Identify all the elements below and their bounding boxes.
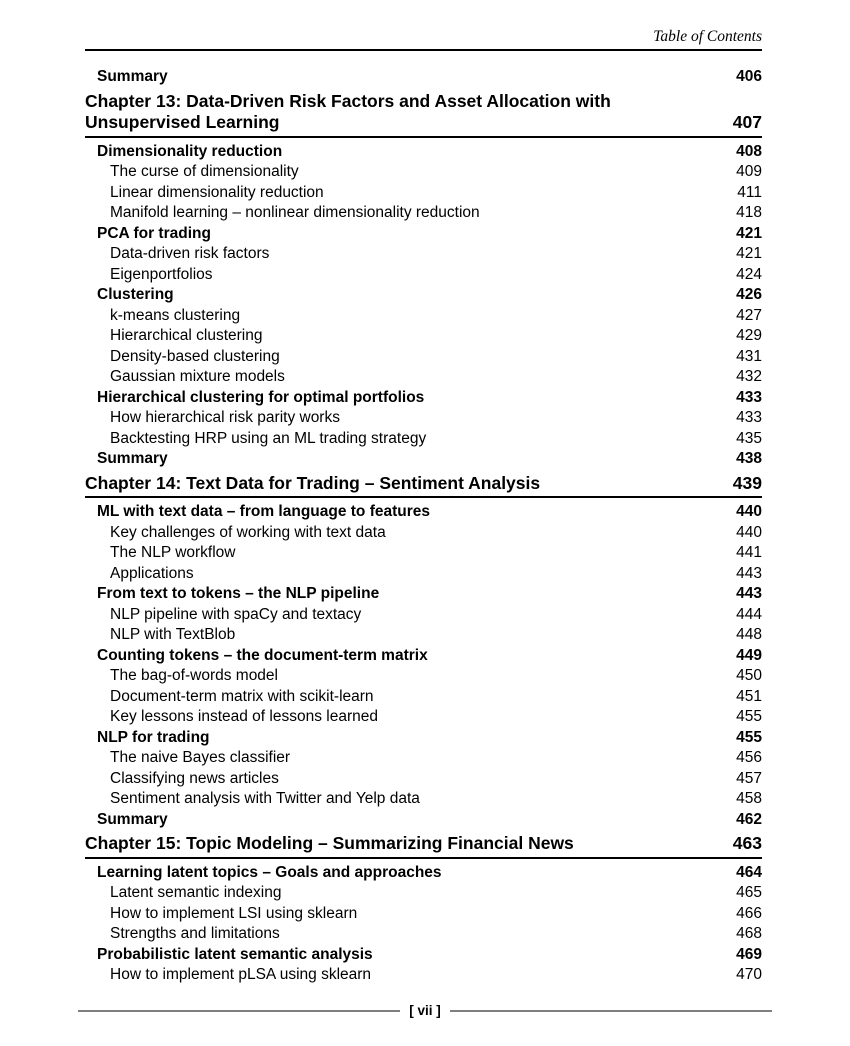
toc-entry-subsection [85, 748, 762, 769]
toc-entry-label: PCA for trading [97, 224, 211, 242]
toc-entry-page: 465 [736, 884, 762, 901]
toc-entry-label: Applications [110, 564, 194, 582]
toc-entry-page: 440 [736, 503, 762, 520]
toc-entry-page: 448 [736, 626, 762, 643]
page-number-label: [ vii ] [409, 1003, 441, 1018]
toc-entry-subsection [85, 162, 762, 183]
page-content [85, 28, 762, 986]
toc-entry-label: Gaussian mixture models [110, 368, 285, 385]
toc-entry-subsection [85, 965, 762, 986]
toc-entry-label: k-means clustering [110, 306, 241, 324]
toc-entry-page: 449 [736, 646, 762, 664]
toc-entry-label: ML with text data – from language to features [97, 503, 431, 520]
toc-entry-page: 435 [736, 429, 762, 447]
toc-entry-page: 450 [736, 667, 762, 684]
toc-entry-page: 424 [736, 265, 762, 283]
toc-entry-page: 438 [736, 450, 762, 467]
toc-entry-subsection [85, 543, 762, 564]
toc-entry-page: 466 [736, 904, 762, 922]
toc-entry-label: Summary [97, 68, 168, 85]
toc-entry-page: 463 [732, 833, 762, 853]
toc-entry-page: 443 [736, 564, 762, 582]
toc-entry-subsection [85, 523, 762, 544]
toc-entry-label: Backtesting HRP using an ML trading strategy [110, 429, 427, 447]
toc-entry-section [85, 728, 762, 749]
toc-entry-page: 468 [736, 925, 762, 942]
toc-entry-page: 458 [736, 790, 762, 807]
toc-entry-label: Strengths and limitations [110, 925, 280, 942]
toc-entry-label: Learning latent topics – Goals and approaches [97, 863, 442, 881]
toc-entry-subsection [85, 904, 762, 925]
toc-entry-subsection [85, 924, 762, 945]
toc-entry-subsection [85, 429, 762, 450]
toc-entry-page: 439 [732, 472, 762, 493]
toc-entry-subsection [85, 666, 762, 687]
toc-entry-page: 427 [736, 306, 762, 324]
toc-entry-subsection [85, 625, 762, 646]
toc-entry-section [85, 646, 762, 667]
toc-entry-chapter [85, 91, 762, 138]
toc-entry-label: Linear dimensionality reduction [110, 183, 324, 201]
toc-entry-page: 432 [736, 368, 762, 385]
toc-entry-page: 455 [736, 708, 762, 725]
toc-entry-page: 411 [737, 183, 762, 201]
toc-entry-label: Data-driven risk factors [110, 245, 270, 262]
toc-entry-page: 444 [736, 605, 762, 623]
toc-entry-page: 469 [736, 945, 762, 963]
toc-entry-label: NLP for trading [97, 728, 210, 746]
footer-rule-left [78, 1010, 400, 1012]
toc-entry-section [85, 863, 762, 884]
toc-entry-page: 421 [736, 224, 762, 242]
toc-entry-subsection [85, 769, 762, 790]
toc-entry-label: How to implement LSI using sklearn [110, 904, 358, 922]
toc-entry-label: Summary [97, 450, 168, 467]
toc-entry-label: Dimensionality reduction [97, 142, 283, 160]
toc-entry-page: 408 [736, 142, 762, 160]
toc-entry-page: 441 [736, 544, 762, 561]
toc-entry-page: 457 [736, 769, 762, 787]
toc-entry-label: Manifold learning – nonlinear dimensionality reduction [110, 204, 480, 221]
toc-entry-subsection [85, 789, 762, 810]
toc-entry-page: 456 [736, 749, 762, 766]
toc-entry-page: 433 [736, 388, 762, 406]
toc-entry-page: 451 [736, 687, 762, 705]
toc-entry-page: 426 [736, 286, 762, 303]
toc-entry-subsection [85, 707, 762, 728]
toc-entry-label: Latent semantic indexing [110, 884, 282, 901]
toc-entry-page: 429 [736, 327, 762, 344]
toc-entry-section [85, 502, 762, 523]
toc-entry-section [85, 810, 762, 831]
toc-entry-subsection [85, 564, 762, 585]
running-header-title: Table of Contents [653, 28, 762, 45]
toc-entry-subsection [85, 203, 762, 224]
toc-entry-section [85, 449, 762, 470]
toc-entry-section [85, 945, 762, 966]
toc-entry-subsection [85, 347, 762, 368]
toc-entry-label: Eigenportfolios [110, 265, 213, 283]
toc-entry-label: Hierarchical clustering for optimal portfolios [97, 388, 425, 406]
toc-entry-page: 409 [736, 163, 762, 180]
toc-entry-label: How to implement pLSA using sklearn [110, 966, 372, 983]
toc-entry-label: Counting tokens – the document-term matrix [97, 646, 428, 664]
toc-entry-subsection [85, 183, 762, 204]
toc-entry-subsection [85, 883, 762, 904]
toc-entry-label: The curse of dimensionality [110, 163, 299, 180]
toc-entry-page: 462 [736, 810, 762, 828]
toc-entry-label: Chapter 13: Data-Driven Risk Factors and Asset Allocation with Unsupervised Learning [85, 90, 611, 132]
page-header [85, 28, 762, 51]
toc-entry-page: 455 [736, 728, 762, 746]
header-rule [85, 49, 762, 51]
toc-entry-label: Chapter 14: Text Data for Trading – Sentiment Analysis [85, 472, 541, 493]
toc-entry-section [85, 584, 762, 605]
toc-entry-label: NLP with TextBlob [110, 626, 236, 643]
toc-entry-page: 443 [736, 585, 762, 602]
toc-entry-label: Key challenges of working with text data [110, 523, 386, 541]
footer-rule-right [450, 1010, 772, 1012]
toc-entry-page: 470 [736, 966, 762, 983]
toc-entry-section [85, 388, 762, 409]
toc-entry-page: 433 [736, 409, 762, 426]
toc-entry-page: 464 [736, 863, 762, 881]
toc-entry-label: Summary [97, 810, 168, 828]
toc-entry-label: Chapter 15: Topic Modeling – Summarizing Financial News [85, 833, 574, 853]
toc-entry-subsection [85, 326, 762, 347]
toc-entry-chapter [85, 833, 762, 859]
toc-entry-page: 406 [736, 68, 762, 85]
toc-entry-label: The NLP workflow [110, 544, 236, 561]
toc-entry-label: NLP pipeline with spaCy and textacy [110, 605, 362, 623]
toc-entry-subsection [85, 367, 762, 388]
toc-entry-label: How hierarchical risk parity works [110, 409, 340, 426]
toc-entry-label: Key lessons instead of lessons learned [110, 708, 378, 725]
toc-entry-label: Density-based clustering [110, 347, 280, 365]
toc-entry-page: 431 [736, 347, 762, 365]
toc-entry-label: From text to tokens – the NLP pipeline [97, 585, 380, 602]
toc-entry-chapter [85, 473, 762, 499]
toc-entry-subsection [85, 605, 762, 626]
toc-entry-section [85, 67, 762, 88]
toc-entry-subsection [85, 687, 762, 708]
page-footer [78, 1003, 772, 1018]
toc-entry-label: The naive Bayes classifier [110, 749, 291, 766]
toc-entry-section [85, 285, 762, 306]
toc-entry-page: 407 [732, 112, 762, 132]
toc-entry-label: Clustering [97, 286, 174, 303]
toc-entry-label: Classifying news articles [110, 769, 279, 787]
toc-entry-page: 418 [736, 204, 762, 221]
toc-entry-label: Probabilistic latent semantic analysis [97, 945, 373, 963]
toc-entry-label: Hierarchical clustering [110, 327, 263, 344]
toc-entry-label: The bag-of-words model [110, 667, 278, 684]
toc-entry-subsection [85, 306, 762, 327]
toc-list [85, 67, 762, 986]
toc-entry-label: Document-term matrix with scikit-learn [110, 687, 374, 705]
toc-entry-section [85, 142, 762, 163]
toc-entry-subsection [85, 408, 762, 429]
toc-entry-subsection [85, 244, 762, 265]
toc-entry-section [85, 224, 762, 245]
toc-entry-page: 440 [736, 523, 762, 541]
toc-entry-subsection [85, 265, 762, 286]
toc-entry-page: 421 [736, 245, 762, 262]
toc-entry-label: Sentiment analysis with Twitter and Yelp data [110, 790, 420, 807]
